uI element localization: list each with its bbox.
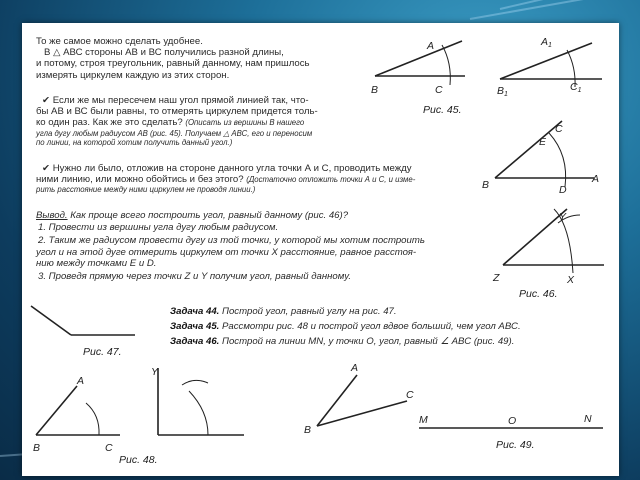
paragraph-question-1: ✔ Если же мы пересечем наш угол прямой линией так, что- бы АВ и ВС были равны, то отмерять циркулем придется толь- ко один раз. Как же это сделать? (Описать из вершины В нашего угла дугу любым радиусом АВ (рис. 45). Получаем △ АВС, его и переносим по линии, на которой хотим получить данный угол.) (36, 95, 318, 148)
fig47-angle (31, 306, 135, 335)
figures-layer (22, 23, 619, 476)
task-44: Задача 44. Построй угол, равный углу на рис. 47. (170, 306, 397, 317)
paragraph-intro: То же самое можно сделать удобнее. В △ АВС стороны АВ и ВС получились разной длины, и потому, строя треугольник, равный данному, нам пришлось измерять циркулем каждую из этих сторон. (36, 36, 310, 81)
fig46-label-y: Y (559, 211, 567, 223)
conclusion-heading: Вывод. (36, 210, 68, 221)
fig-efd-label-a: A (592, 173, 600, 185)
fig46-angle (503, 209, 604, 273)
background-streak (470, 0, 640, 20)
fig49-label-n: N (584, 413, 592, 425)
fig48-label-b: B (33, 442, 41, 454)
task-45: Задача 45. Рассмотри рис. 48 и построй угол вдвое больший, чем угол АВС. (170, 321, 521, 332)
fig49-label-o: O (508, 415, 517, 427)
fig48-caption: Рис. 48. (119, 454, 158, 466)
fig46-caption: Рис. 46. (519, 288, 558, 300)
fig-abc-label-b: B (304, 424, 312, 436)
fig-efd-label-c: C (555, 123, 563, 135)
task-46: Задача 46. Построй на линии MN, у точки O, угол, равный ∠ АВС (рис. 49). (170, 336, 515, 347)
fig48-label-a: A (77, 375, 85, 387)
fig46-label-x: X (567, 274, 575, 286)
paragraph-question-2: ✔ Нужно ли было, отложив на стороне данного угла точки А и С, проводить между ними линию, или можно обойтись и без этого? (Достаточно отложить точки А и С, и изме- рить расстояние между ними циркулем не проводя линии.) (36, 163, 416, 195)
fig46-label-z: Z (493, 272, 500, 284)
fig45-label-c1: C1 (570, 81, 582, 94)
fig48-angle (36, 368, 244, 435)
fig45-label-a1: A1 (541, 36, 552, 49)
fig48-label-c: C (105, 442, 113, 454)
fig-efd-angle (495, 121, 594, 187)
fig48-label-y: Y (151, 366, 159, 378)
fig-efd-label-e: E (539, 136, 547, 148)
fig45-label-a: A (427, 40, 435, 52)
conclusion-block: Вывод. Как проще всего построить угол, равный данному (рис. 46)? 1. Провести из вершины угла дугу любым радиусом. 2. Таким же радиусом провести дугу из той точки, у которой мы хотим построить угол и на этой дуге отмерить циркулем от точки Х расстояние, равное расстоя- нию между точками E и D. 3. Проведя прямую через точки Z и Y получим угол, равный данному. (36, 210, 425, 283)
fig45-caption: Рис. 45. (423, 104, 462, 116)
fig-efd-label-b: B (482, 179, 490, 191)
fig-abc-angle (317, 375, 407, 426)
fig45-label-c: C (435, 84, 443, 96)
fig45-label-b1: B1 (497, 85, 508, 98)
fig-efd-label-d: D (559, 184, 567, 196)
fig-abc-label-c: C (406, 389, 414, 401)
fig45-label-b: B (371, 84, 379, 96)
fig49-label-m: M (419, 414, 428, 426)
fig47-caption: Рис. 47. (83, 346, 122, 358)
fig49-caption: Рис. 49. (496, 439, 535, 451)
fig45-right-angle (500, 43, 602, 87)
fig45-left-angle (375, 41, 465, 85)
slide-page (22, 23, 619, 476)
fig-abc-label-a: A (351, 362, 359, 374)
